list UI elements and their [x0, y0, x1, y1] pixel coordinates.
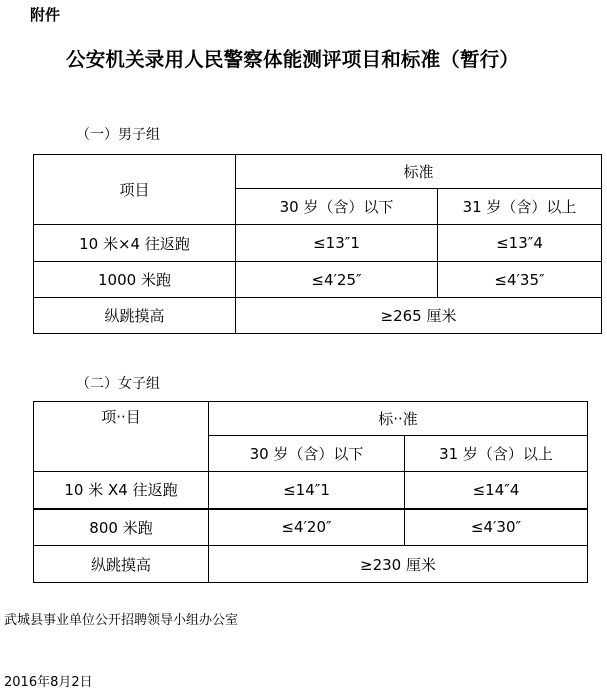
value-cell: ≤13″4 — [438, 225, 602, 262]
header-item: 项··目 — [34, 402, 209, 472]
attachment-label: 附件 — [30, 6, 61, 24]
value-cell: ≤4′30″ — [405, 509, 588, 546]
header-age-low: 30 岁（含）以下 — [209, 436, 405, 472]
issuer-text: 武城县事业单位公开招聘领导小组办公室 — [4, 613, 239, 628]
merged-value-cell: ≥230 厘米 — [209, 546, 588, 583]
value-cell: ≤4′25″ — [236, 262, 438, 298]
document-title: 公安机关录用人民警察体能测评项目和标准（暂行） — [66, 48, 520, 71]
value-cell: ≤14″1 — [209, 472, 405, 509]
standards-table-men — [33, 154, 602, 334]
item-cell: 纵跳摸高 — [34, 546, 209, 583]
header-age-low: 30 岁（含）以下 — [236, 189, 438, 225]
item-cell: 1000 米跑 — [34, 262, 236, 298]
header-item: 项目 — [34, 155, 236, 225]
table-row — [34, 509, 588, 546]
section-label-men: （一）男子组 — [76, 127, 160, 143]
header-standard: 标准 — [236, 155, 602, 189]
issue-date: 2016年8月2日 — [4, 675, 93, 690]
item-cell: 10 米 X4 往返跑 — [34, 472, 209, 509]
standards-table-women — [33, 401, 588, 583]
header-standard: 标··准 — [209, 402, 588, 436]
table-row — [34, 298, 602, 334]
item-cell: 800 米跑 — [34, 509, 209, 546]
merged-value-cell: ≥265 厘米 — [236, 298, 602, 334]
section-label-women: （二）女子组 — [76, 376, 160, 392]
header-age-high: 31 岁（含）以上 — [405, 436, 588, 472]
value-cell: ≤14″4 — [405, 472, 588, 509]
table-row — [34, 546, 588, 583]
item-cell: 纵跳摸高 — [34, 298, 236, 334]
value-cell: ≤4′35″ — [438, 262, 602, 298]
table-row — [34, 225, 602, 262]
value-cell: ≤4′20″ — [209, 509, 405, 546]
header-age-high: 31 岁（含）以上 — [438, 189, 602, 225]
table-row — [34, 472, 588, 509]
item-cell: 10 米×4 往返跑 — [34, 225, 236, 262]
table-row — [34, 262, 602, 298]
value-cell: ≤13″1 — [236, 225, 438, 262]
